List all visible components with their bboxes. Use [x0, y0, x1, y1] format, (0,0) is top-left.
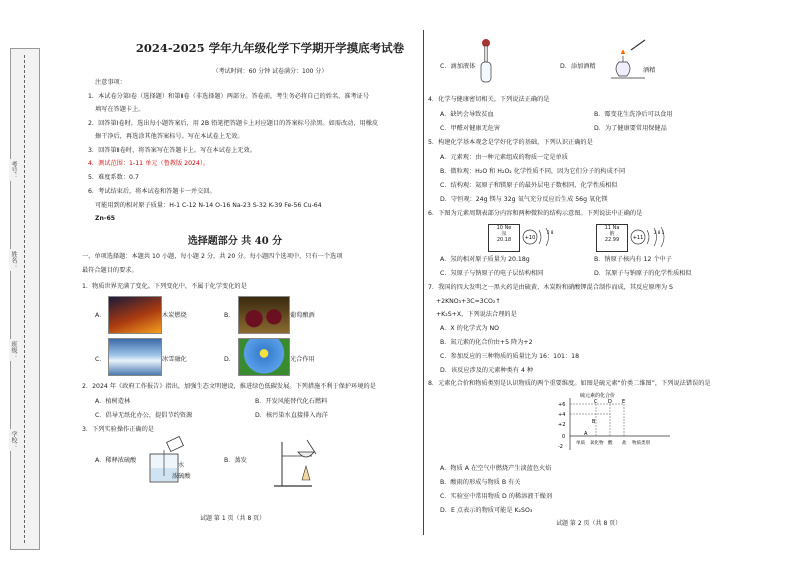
evaporation-diagram	[252, 436, 332, 488]
q5-option-a: A．元素观：由一种元素组成的物质一定是单质	[440, 154, 568, 161]
q8-stem: 8．元素化合价和物质类别是认识物质的两个重要维度。如图是硫元素“价类二维图”，下列说法错误的是	[428, 380, 711, 387]
point-c: C	[594, 399, 598, 405]
q1-stem: 1．物质世界充满了变化。下列变化中，不属于化学变化的是	[82, 283, 247, 290]
q1-option-a: A．	[95, 312, 106, 319]
na-mass: 22.99	[604, 237, 620, 243]
name-label: 姓名：	[10, 251, 17, 269]
notes-header: 注意事项：	[95, 79, 126, 86]
dropper-diagram	[475, 38, 497, 84]
q8-option-d: D．E 点表示的物质可能是 K₂SO₃	[440, 507, 533, 514]
q6-option-a: A．氖的相对原子质量为 20.18g	[440, 256, 530, 263]
note-line: 2．回答第Ⅰ卷时，选出每小题答案后，用 2B 铅笔把答题卡上对应题目的答案标号涂黑。如需改动，用橡皮	[88, 120, 379, 127]
q3-option-c: C．滴加液体	[440, 63, 476, 70]
q8-option-a: A．物质 A 在空气中燃烧产生淡蓝色火焰	[440, 465, 552, 472]
q7-option-d: D．该反应涉及的元素种类有 4 种	[440, 367, 534, 374]
q2-option-a: A．植树造林	[95, 398, 131, 405]
q6-option-d: D．氖原子与钠原子的化学性质相似	[594, 270, 692, 277]
q8-option-c: C．实验室中常用物质 D 的稀溶液干燥剂	[440, 493, 553, 500]
y-tick: +6	[558, 402, 566, 408]
note-line: 擦干净后，再选涂其他答案标号。写在本试卷上无效。	[95, 133, 244, 140]
ne-symbol: Ne	[504, 225, 512, 231]
q3-label-water: 水	[178, 462, 185, 469]
q6-stem: 6．下图为元素周期表部分内容和两种微粒的结构示意图。下列说法中正确的是	[428, 210, 643, 217]
sodium-element-card	[596, 224, 628, 252]
q1-caption-c: 冰雪融化	[162, 356, 187, 363]
footer-page-1: 试题 第 1 页（共 8 页）	[200, 515, 266, 522]
atomic-masses: 可能用到的相对原子质量：H-1 C-12 N-14 O-16 Na-23 S-32 K-39 Fe-56 Cu-64	[95, 202, 322, 209]
exam-title: 2024-2025 学年九年级化学下学期开学摸底考试卷	[135, 41, 405, 55]
ion1-electrons: 2 8	[547, 230, 554, 235]
class-label: 班级：	[10, 341, 17, 359]
x-tick: 盐	[622, 441, 627, 446]
q4-option-d: D．为了健康要常用保健品	[594, 125, 667, 132]
footer-page-2: 试题 第 2 页（共 8 页）	[556, 520, 622, 527]
point-d: D	[608, 399, 612, 405]
q4-option-c: C．甲醛对健康无危害	[440, 125, 501, 132]
point-b: B	[592, 419, 596, 425]
melting-ice-image	[108, 338, 162, 376]
add-alcohol-diagram	[605, 36, 656, 82]
point-e: E	[622, 399, 626, 405]
q4-option-b: B．霉变花生洗净后可以食用	[594, 111, 673, 118]
q3-option-d: D．添加酒精	[560, 63, 596, 70]
q1-option-d: D．	[224, 356, 235, 363]
note-line: 6．考试结束后，将本试卷和答题卡一并交回。	[88, 188, 216, 195]
x-tick: 单质	[576, 441, 585, 446]
q7-option-c: C．参加反应的三种物质的质量比为 16：101：18	[440, 353, 580, 360]
y-tick: -2	[558, 444, 563, 450]
burning-charcoal-image	[108, 296, 162, 334]
note-line-scope: 4．测试范围：1-11 单元（鲁教版 2024）。	[88, 160, 210, 167]
q3-stem: 3．下列实验操作正确的是	[82, 426, 154, 433]
ion2-electrons: 2 8 1	[654, 230, 665, 235]
q8-option-b: B．酸雨的形成与物质 B 有关	[440, 479, 521, 486]
na-number: 11	[604, 225, 611, 231]
q5-option-c: C．结构观：氦原子和镁原子的最外层电子数相同，化学性质相似	[440, 182, 618, 189]
q2-option-c: C．倡导无纸化办公，提倡节约资源	[95, 412, 193, 419]
q7-equation: +2KNO₃+3C=3CO₂↑	[436, 298, 501, 305]
school-label: 学校：	[10, 431, 17, 449]
y-tick: +2	[558, 422, 566, 428]
na-symbol: Na	[612, 225, 620, 231]
y-tick: 0	[562, 434, 566, 440]
atomic-masses-cont: Zn-65	[95, 215, 116, 222]
exam-subtitle: （考试时间：60 分钟 试卷满分：100 分）	[212, 68, 328, 75]
ne-number: 10	[496, 225, 503, 231]
q5-stem: 5．构建化学基本观念是学好化学的基础，下列认识正确的是	[428, 139, 593, 146]
q4-option-a: A．缺钙会导致贫血	[440, 111, 494, 118]
sunflower-photosynthesis-image	[238, 338, 290, 376]
q5-option-d: D．守恒观：24g 镁与 32g 氧气充分反应后生成 56g 氧化镁	[440, 196, 608, 203]
q4-stem: 4．化学与健康密切相关。下列说法正确的是	[428, 96, 550, 103]
sidebar-dashed-line	[24, 55, 25, 543]
ion2-charge: +11	[632, 235, 644, 241]
q1-option-b: B．	[224, 312, 235, 319]
q3-label-acid: 浓硫酸	[172, 473, 191, 480]
note-line: 填写在答题卡上。	[95, 106, 145, 113]
x-tick: 氧化物	[590, 441, 604, 446]
neon-element-card	[488, 224, 520, 252]
q1-option-c: C．	[95, 356, 106, 363]
note-line: 5．难度系数：0.7	[88, 174, 139, 181]
sodium-structure-diagram	[628, 224, 674, 250]
chart-x-label: 物质类别	[632, 441, 650, 446]
q2-option-d: D．核污染水直接排入海洋	[255, 412, 328, 419]
note-line: 3．回答第Ⅱ卷时，将答案写在答题卡上。写在本试卷上无效。	[88, 147, 256, 154]
wine-grapes-image	[238, 296, 290, 334]
y-tick: +4	[558, 412, 566, 418]
q1-caption-b: 葡萄酿酒	[290, 312, 315, 319]
q6-option-c: C．氖原子与钠原子的电子层结构相同	[440, 270, 544, 277]
q2-option-b: B．开发风能替代化石燃料	[255, 398, 328, 405]
q1-caption-d: 光合作用	[290, 356, 315, 363]
na-name: 钠	[609, 231, 615, 237]
sulfur-valence-chart	[550, 390, 700, 458]
q3-label-alcohol: 酒精	[643, 67, 656, 74]
neon-structure-diagram	[520, 224, 560, 250]
chart-y-label: 硫元素的化合价	[580, 393, 616, 399]
ne-name: 氖	[501, 231, 507, 237]
section-intro: 一、单项选择题：本题共 10 小题，每小题 2 分，共 20 分。每小题四个选项中，只有一个选项	[82, 253, 343, 260]
q3-option-b: B．蒸发	[224, 457, 247, 464]
binding-sidebar	[10, 48, 40, 550]
q7-equation-cont: +K₂S+X，下列说法合理的是	[436, 311, 517, 318]
exam-number-label: 考号：	[10, 161, 17, 179]
ion1-charge: +10	[524, 235, 536, 241]
q5-option-b: B．微粒观：H₂O 和 H₂O₂ 化学性质不同，因为它们分子的构成不同	[440, 168, 626, 175]
column-divider	[423, 30, 424, 535]
q3-option-a: A．稀释浓硫酸	[95, 457, 137, 464]
q7-option-b: B．氮元素的化合价由+5 降为+2	[440, 339, 533, 346]
q6-option-b: B．钠原子核内有 12 个中子	[594, 256, 672, 263]
x-tick: 酸	[608, 441, 613, 446]
note-line: 1．本试卷分第Ⅰ卷（选择题）和第Ⅱ卷（非选择题）两部分。答卷前，考生务必将自己的姓名、准考证号	[88, 93, 370, 100]
q7-option-a: A．X 的化学式为 NO	[440, 325, 500, 332]
ne-mass: 20.18	[496, 237, 512, 243]
point-a: A	[584, 431, 588, 437]
q2-stem: 2．2024 年《政府工作报告》指出，加强生态文明建设，推进绿色低碳发展。下列措施不利于保护环境的是	[82, 383, 376, 390]
section-intro-cont: 最符合题目的要求。	[82, 267, 138, 274]
q7-stem: 7．我国的四大发明之一黑火药是由硫黄、木炭粉和硝酸钾混合制作而成，其反应原理为 S	[428, 284, 673, 291]
section-title: 选择题部分 共 40 分	[187, 236, 283, 247]
q1-caption-a: 木炭燃烧	[162, 312, 187, 319]
